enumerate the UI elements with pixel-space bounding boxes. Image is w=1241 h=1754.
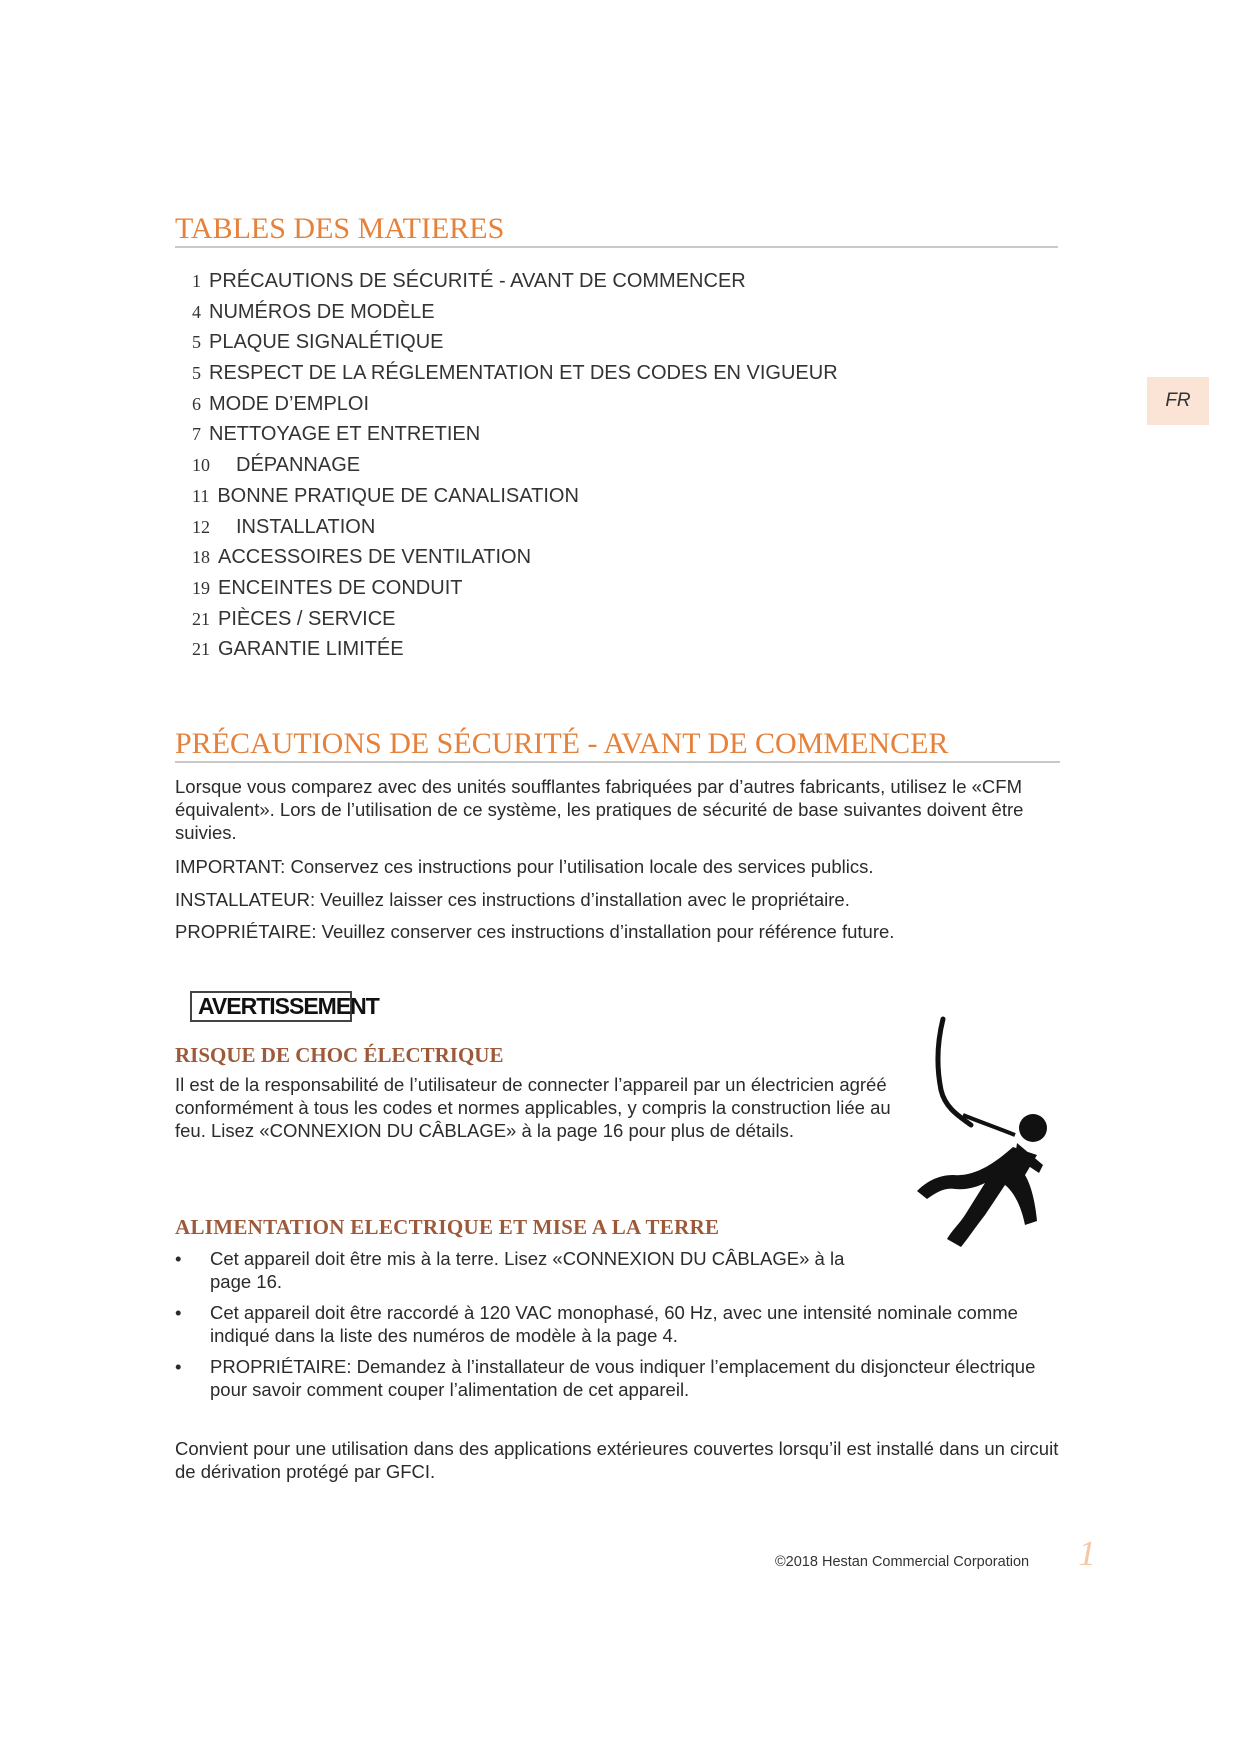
- toc-label: MODE D’EMPLOI: [209, 392, 370, 415]
- toc-label: NETTOYAGE ET ENTRETIEN: [209, 423, 481, 446]
- warning-badge: [190, 991, 379, 1022]
- warning-label: AVERTISSEMENT: [198, 993, 379, 1019]
- toc-label: NUMÉROS DE MODÈLE: [209, 300, 435, 323]
- toc-list: [192, 266, 838, 665]
- toc-page-number: 12: [192, 516, 210, 537]
- toc-title: TABLES DES MATIERES: [175, 212, 505, 245]
- toc-label: BONNE PRATIQUE DE CANALISATION: [217, 484, 579, 507]
- toc-label: GARANTIE LIMITÉE: [218, 638, 404, 661]
- owner-note: PROPRIÉTAIRE: Veuillez conserver ces instructions d’installation pour référence future.: [175, 921, 895, 942]
- toc-page-number: 21: [192, 639, 210, 660]
- toc-item[interactable]: [192, 419, 838, 450]
- power-grounding-title: ALIMENTATION ELECTRIQUE ET MISE A LA TERRE: [175, 1215, 720, 1239]
- toc-page-number: 6: [192, 393, 201, 414]
- section-divider: [175, 761, 1060, 763]
- toc-page-number: 21: [192, 608, 210, 629]
- toc-item[interactable]: [192, 542, 838, 573]
- toc-item[interactable]: [192, 604, 838, 635]
- toc-item[interactable]: [192, 297, 838, 328]
- electric-shock-icon: [905, 1015, 1055, 1255]
- toc-label: RESPECT DE LA RÉGLEMENTATION ET DES CODES EN VIGUEUR: [209, 362, 838, 385]
- toc-label: PRÉCAUTIONS DE SÉCURITÉ - AVANT DE COMMENCER: [209, 270, 746, 292]
- toc-page-number: 18: [192, 547, 210, 568]
- list-item: [175, 1247, 870, 1293]
- intro-paragraph: Lorsque vous comparez avec des unités soufflantes fabriquées par d’autres fabricants, utilisez le «CFM équivalent». Lors de l’utilisation de ce système, les pratiques de sécurité de base suivantes doivent être suivies.: [175, 776, 1024, 843]
- toc-page-number: 1: [192, 271, 201, 291]
- language-tab[interactable]: FR: [1147, 377, 1209, 425]
- toc-label: INSTALLATION: [236, 515, 376, 538]
- shock-hazard-title: RISQUE DE CHOC ÉLECTRIQUE: [175, 1043, 504, 1067]
- toc-divider: [175, 246, 1058, 248]
- bullet-marker: •: [175, 1248, 182, 1269]
- toc-page-number: 19: [192, 577, 210, 598]
- toc-item[interactable]: [192, 266, 838, 297]
- power-bullet-list: [175, 1247, 1070, 1409]
- toc-label: ENCEINTES DE CONDUIT: [218, 576, 463, 599]
- gfci-note: Convient pour une utilisation dans des applications extérieures couvertes lorsqu’il est installé dans un circuit de dérivation protégé par GFCI.: [175, 1438, 1059, 1482]
- toc-page-number: 5: [192, 332, 201, 353]
- toc-page-number: 5: [192, 363, 201, 384]
- toc-item[interactable]: [192, 327, 838, 358]
- page-number: 1: [1078, 1533, 1096, 1573]
- footer-copyright: ©2018 Hestan Commercial Corporation: [775, 1554, 1030, 1570]
- toc-item[interactable]: [192, 358, 838, 389]
- toc-label: ACCESSOIRES DE VENTILATION: [218, 546, 532, 569]
- list-item-text: Cet appareil doit être raccordé à 120 VAC monophasé, 60 Hz, avec une intensité nominale comme indiqué dans la liste des numéros de modèle à la page 4.: [210, 1302, 1018, 1346]
- toc-page-number: 4: [192, 301, 201, 322]
- list-item-text: PROPRIÉTAIRE: Demandez à l’installateur de vous indiquer l’emplacement du disjoncteur électrique pour savoir comment couper l’alimentation de cet appareil.: [210, 1356, 1036, 1400]
- list-item: [175, 1301, 1070, 1347]
- toc-page-number: 7: [192, 424, 201, 445]
- list-item: [175, 1355, 1070, 1401]
- toc-item[interactable]: [192, 634, 838, 665]
- section-title: PRÉCAUTIONS DE SÉCURITÉ - AVANT DE COMMENCER: [175, 727, 949, 760]
- toc-item[interactable]: [192, 389, 838, 420]
- toc-page-number: 10: [192, 455, 210, 476]
- toc-item[interactable]: [192, 573, 838, 604]
- toc-item[interactable]: [192, 512, 838, 543]
- toc-label: PIÈCES / SERVICE: [218, 607, 396, 630]
- shock-hazard-text: Il est de la responsabilité de l’utilisateur de connecter l’appareil par un électricien agréé conformément à tous les codes et normes applicables, y compris la construction liée au feu. Lisez «CONNEXION DU CÂBLAGE» à la page 16 pour plus de détails.: [175, 1074, 891, 1141]
- bullet-marker: •: [175, 1356, 182, 1377]
- toc-page-number: 11: [192, 485, 210, 506]
- toc-item[interactable]: [192, 481, 838, 512]
- bullet-marker: •: [175, 1302, 182, 1323]
- important-note: IMPORTANT: Conservez ces instructions pour l’utilisation locale des services publics.: [175, 856, 874, 877]
- list-item-text: Cet appareil doit être mis à la terre. Lisez «CONNEXION DU CÂBLAGE» à la page 16.: [210, 1248, 845, 1292]
- toc-label: PLAQUE SIGNALÉTIQUE: [209, 331, 444, 354]
- toc-label: DÉPANNAGE: [236, 454, 361, 477]
- toc-item[interactable]: [192, 450, 838, 481]
- installer-note: INSTALLATEUR: Veuillez laisser ces instructions d’installation avec le propriétaire.: [175, 889, 850, 910]
